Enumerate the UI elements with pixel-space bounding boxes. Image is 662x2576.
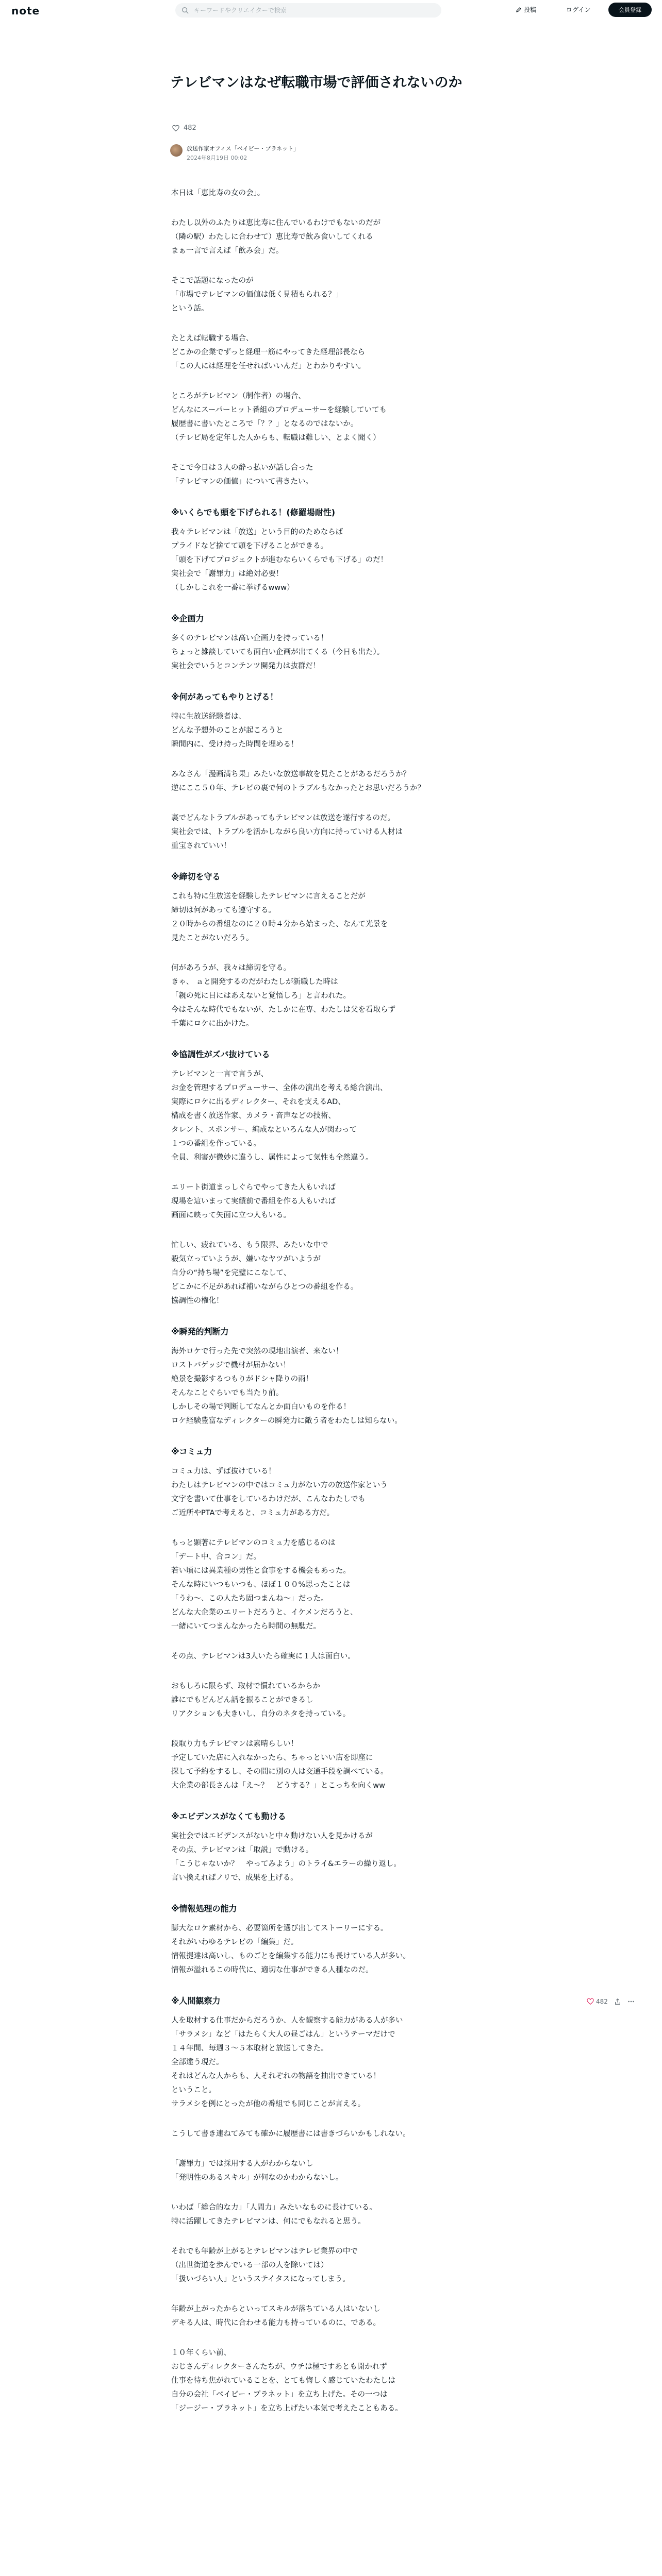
search-icon [181, 7, 189, 14]
paragraph: こうして書き連ねてみても確かに履歴書には書きづらいかもしれない。 [171, 2130, 410, 2138]
paragraph: そこで話題になったのが 「市場でテレビマンの価値は低く見積もられる？」 という話。 [171, 277, 343, 313]
paragraph: 多くのテレビマンは高い企画力を持っている！ ちょっと雑談していても面白い企画が出てくる（今日も出た）。 実社会でいうとコンテンツ開発力は抜群だ！ [171, 634, 385, 670]
paragraph: いわば「総合的な力」「人間力」みたいなものに長けている。 特に活躍してきたテレビマンは、何にでもなれると思う。 [171, 2204, 377, 2226]
section-heading: ※いくらでも頭を下げられる！(修羅場耐性) [171, 507, 336, 517]
more-icon [627, 1998, 635, 2005]
paragraph: たとえば転職する場合、 どこかの企業でずっと経理一筋にやってきた経理部長なら 「この人には経理を任せればいいんだ」とわかりやすい。 [171, 334, 366, 370]
section-heading: ※コミュ力 [171, 1447, 212, 1456]
search-bar[interactable] [175, 3, 441, 18]
section-heading: ※瞬発的判断力 [171, 1327, 229, 1336]
like-count[interactable]: 482 [184, 124, 196, 132]
section-heading: ※何があってもやりとげる！ [171, 692, 278, 702]
paragraph: 年齢が上がったからといってスキルが落ちている人はいないし デキる人は、時代に合わせる能力も持っているのに、である。 [171, 2305, 380, 2327]
post-date: 2024年8月19日 00:02 [187, 155, 247, 161]
heart-icon[interactable] [172, 125, 179, 132]
paragraph: その点、テレビマンは3人いたら確実に１人は面白い。 [171, 1652, 355, 1660]
paragraph: 「謝罪力」では採用する人がわからないし 「発明性のあるスキル」が何なのかわからないし。 [171, 2160, 343, 2182]
section-heading: ※締切を守る [171, 872, 221, 882]
paragraph: テレビマンと一言で言うが、 お金を管理するプロデューサー、全体の演出を考える総合演出、 実際にロケに出るディレクター、それを支えるAD、 構成を書く放送作家、カメラ・音声などの技術、 タレント、スポンサー、編成なといろんな人が関わって １つの番組を作っている。 全員、利害が微妙に違うし、属性によって気性も全然違う。 [171, 1070, 388, 1162]
login-link[interactable]: ログイン [566, 6, 591, 13]
paragraph: 実社会ではエビデンスがないと中々動けない人を見かけるが その点、テレビマンは「取説」で動ける。 「こうじゃないか？ やってみよう」のトライ&エラーの繰り返し。 言い換えればノリで、成果を上げる。 [171, 1832, 401, 1882]
side-like-count: 482 [596, 1998, 608, 2005]
article-body [171, 187, 491, 2432]
paragraph: わたし以外のふたりは恵比寿に住んでいるわけでもないのだが （隣の駅）わたしに合わせて）恵比寿で飲み食いしてくれる まぁ一言で言えば「飲み会」だ。 [171, 219, 380, 255]
share-icon [614, 1998, 621, 2005]
paragraph: これも特に生放送を経験したテレビマンに言えることだが 締切は何があっても遵守する。 ２０時からの番組なのに２０時４分から始まった、なんて光景を 見たことがないだろう。 [171, 892, 388, 942]
paragraph: それでも年齢が上がるとテレビマンはテレビ業界の中で （出世街道を歩んでいる一部の人を除いては） 「扱いづらい人」というステイタスになってしまう。 [171, 2247, 358, 2283]
section-heading: ※エビデンスがなくても動ける [171, 1811, 286, 1821]
paragraph: 特に生放送経験者は、 どんな予想外のことが起ころうと 瞬間内に、受け持った時間を埋める！ [171, 713, 299, 749]
paragraph: 裏でどんなトラブルがあってもテレビマンは放送を遂行するのだ。 実社会では、トラブルを活かしながら良い方向に持っていける人材は 重宝されていい！ [171, 814, 403, 850]
paragraph: エリート街道まっしぐらでやってきた人もいれば 現場を這いまって実績前で番組を作る人もいれば 画面に映って矢面に立つ人もいる。 [171, 1183, 336, 1219]
paragraph: みなさん「漫画満ち果」みたいな放送事故を見たことがあるだろうか？ 逆にここ５０年、テレビの裏で何のトラブルもなかったとお思いだろうか？ [171, 770, 425, 792]
section-heading: ※人間観察力 [171, 1996, 221, 2006]
paragraph: 本日は「恵比寿の女の会」。 [171, 189, 265, 197]
paragraph: もっと顕著にテレビマンのコミュ力を感じるのは 「デート中、合コン」だ。 若い頃には異業種の男性と食事をする機会もあった。 そんな時にいつもいつも、ほぼ１００%思ったことは 「うわ～、この人たち固つまんね～」だった。 どんな大企業のエリートだろうと、イケメンだろうと、 一緒にいてつまんなかったら時間の無駄だ。 [171, 1539, 358, 1631]
sidebar-actions [587, 1998, 635, 2005]
search-input[interactable] [193, 6, 427, 14]
avatar[interactable] [170, 144, 183, 157]
paragraph: ところがテレビマン（制作者）の場合、 どんなにスーパーヒット番組のプロデューサーを経験していても 履歴書に書いたところで「？？」となるのではないか。 （テレビ局を定年した人からも、転職は難しい、とよく聞く） [171, 392, 387, 442]
paragraph: 海外ロケで行った先で突然の現地出演者、来ない！ ロストバゲッジで機材が届かない！ 絶景を撮影するつもりがドシャ降りの雨！ そんなことぐらいでも当たり前。 しかしその場で判断してなんとか面白いものを作る！ ロケ経験豊富なディレクターの瞬発力に敵う者をわたしは知らない。 [171, 1347, 402, 1425]
note-logo[interactable]: note [11, 5, 40, 17]
pencil-icon [516, 7, 522, 13]
site-header [0, 0, 662, 21]
paragraph: 何があろうが、我々は締切を守る。 きゃ、 ａと開発するのだがわたしが新職した時は 「親の死に目にはあえないと覚悟しろ」と言われた。 今はそんな時代でもないが、たしかに在専、わたしは父を看取らず 千葉にロケに出かけた。 [171, 964, 395, 1028]
menu-button[interactable] [627, 1998, 635, 2005]
like-area [172, 124, 196, 132]
section-heading: ※企画力 [171, 614, 204, 623]
article-title: テレビマンはなぜ転職市場で評価されないのか [170, 75, 462, 91]
post-button[interactable] [516, 5, 536, 14]
heart-icon [587, 1998, 594, 2005]
section-heading: ※協調性がズバ抜けている [171, 1049, 270, 1059]
paragraph: 忙しい、疲れている、もう限界、みたいな中で 殺気立っていようが、嫌いなヤツがいようが 自分の“持ち場”を完璧にこなして、 どこかに不足があれば補いながらひとつの番組を作る。 協調性の権化！ [171, 1241, 358, 1305]
paragraph: 我々テレビマンは「放送」という目的のためならば プライドなど捨てて頭を下げることができる。 「頭を下げてプロジェクトが進むならいくらでも下げる」のだ！ 実社会で「謝罪力」は絶対必要！ （しかしこれを一番に挙げるwww） [171, 528, 388, 592]
paragraph: コミュ力は、ずば抜けている！ わたしはテレビマンの中ではコミュ力がない方の放送作家という 文字を書いて仕事をしているわけだが、こんなわたしでも ご近所やPTAで考えると、コミュ力がある方だ。 [171, 1467, 388, 1517]
author-name[interactable]: 放送作家オフィス「ベイビー・プラネット」 [187, 145, 300, 152]
author-info [170, 144, 299, 162]
section-heading: ※情報処理の能力 [171, 1904, 237, 1913]
signup-button[interactable]: 会員登録 [608, 3, 652, 17]
side-like-button[interactable] [587, 1998, 608, 2005]
paragraph: 段取り力もテレビマンは素晴らしい！ 予定していた店に入れなかったら、ちゃっといい店を即座に 探して予約をするし、その間に別の人は交通手段を調べている。 大企業の部長さんは「え～？ どうする？」とこっちを向くww [171, 1740, 388, 1790]
share-button[interactable] [614, 1998, 621, 2005]
paragraph: そこで今日は３人の酔っ払いが話し合った 「テレビマンの価値」について書きたい。 [171, 464, 313, 486]
paragraph: 人を取材する仕事だからだろうか、人を観察する能力がある人が多い 「サラメシ」など「はたらく大人の昼ごはん」というテーマだけで １４年間、毎週３～５本取材と放送してきた。 全部違う現だ。 それはどんな人からも、人それぞれの物語を抽出できている！ ということ。 サラメシを例にとったが他の番組でも同じことが言える。 [171, 2016, 403, 2108]
paragraph: 膨大なロケ素材から、必要箇所を選び出してストーリーにする。 それがいわゆるテレビの「編集」だ。 情報提達は高いし、ものごとを編集する能力にも長けている人が多い。 情報が溢れるこの時代に、適切な仕事ができる人種なのだ。 [171, 1924, 410, 1974]
post-label: 投稿 [524, 6, 537, 13]
paragraph: おもしろに限らず、取材で慣れているからか 誰にでもどんどん話を振ることができるし リアクションも大きいし、自分のネタを持っている。 [171, 1682, 351, 1718]
paragraph: １０年くらい前、 おじさんディレクターさんたちが、ウチは極ですあとも開かれず 仕事を待ち焦がれていることを、とても悔しく感じていたわたしは 自分の会社「ベイビー・プラネット」を立ち上げた。その一つは 「ジージー・プラネット」を立ち上げたい本気で考えたこともある。 [171, 2349, 403, 2413]
